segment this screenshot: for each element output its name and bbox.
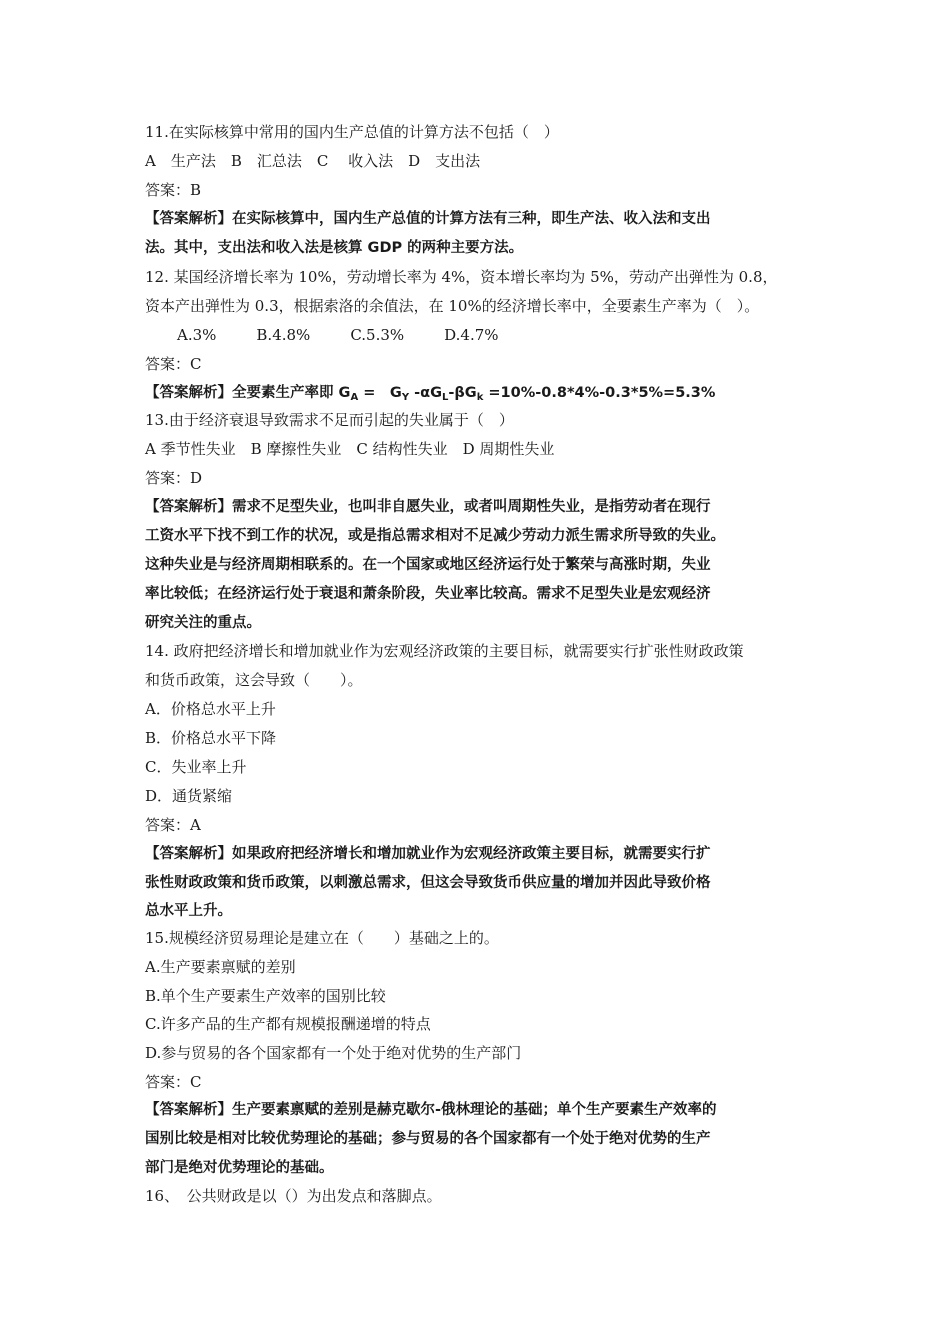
- formula-prefix: 全要素生产率即 G: [232, 385, 351, 401]
- analysis-label: 【答案解析】: [145, 499, 232, 515]
- analysis-text: 在实际核算中，国内生产总值的计算方法有三种，即生产法、收入法和支出: [232, 211, 711, 227]
- question-15-analysis-cont: 国别比较是相对比较优势理论的基础；参与贸易的各个国家都有一个处于绝对优势的生产: [145, 1131, 711, 1147]
- question-14: 14. 政府把经济增长和增加就业作为宏观经济政策的主要目标，就需要实行扩张性财政政策: [145, 642, 744, 660]
- question-12: 12. 某国经济增长率为 10%，劳动增长率为 4%，资本增长率均为 5%，劳动产出弹性为 0.8，: [145, 268, 778, 286]
- analysis-text: 如果政府把经济增长和增加就业作为宏观经济政策主要目标，就需要实行扩: [232, 846, 711, 862]
- question-14-answer: 答案：A: [145, 816, 201, 834]
- question-12-answer: 答案：C: [145, 355, 202, 373]
- subscript-y: Y: [401, 392, 410, 403]
- formula-eq: = G: [358, 385, 402, 401]
- question-15-option-d: D.参与贸易的各个国家都有一个处于绝对优势的生产部门: [145, 1044, 522, 1062]
- question-13: 13.由于经济衰退导致需求不足而引起的失业属于（ ）: [145, 411, 514, 429]
- question-14-analysis-cont: 张性财政政策和货币政策，以刺激总需求，但这会导致货币供应量的增加并因此导致价格: [145, 875, 711, 891]
- question-14-option-d: D．通货紧缩: [145, 787, 233, 805]
- subscript-l: L: [442, 392, 449, 403]
- question-14-analysis: [145, 843, 711, 865]
- question-15-option-a: A.生产要素禀赋的差别: [145, 958, 296, 976]
- question-16: 16、 公共财政是以（）为出发点和落脚点。: [145, 1187, 442, 1205]
- question-13-analysis-cont: 研究关注的重点。: [145, 615, 261, 631]
- question-13-answer: 答案：D: [145, 469, 203, 487]
- question-13-analysis-cont: 这种失业是与经济周期相联系的。在一个国家或地区经济运行处于繁荣与高涨时期，失业: [145, 557, 711, 573]
- question-11: 11.在实际核算中常用的国内生产总值的计算方法不包括（ ）: [145, 123, 559, 141]
- question-15-answer: 答案：C: [145, 1073, 202, 1091]
- formula-beta: -βG: [448, 385, 477, 401]
- question-15-option-b: B.单个生产要素生产效率的国别比较: [145, 987, 386, 1005]
- question-14-option-c: C．失业率上升: [145, 758, 247, 776]
- question-15-analysis-cont: 部门是绝对优势理论的基础。: [145, 1160, 334, 1176]
- question-14-cont: 和货币政策，这会导致（ ）。: [145, 671, 363, 689]
- question-11-options: A 生产法 B 汇总法 C 收入法 D 支出法: [145, 152, 481, 170]
- analysis-label: 【答案解析】: [145, 1102, 232, 1118]
- subscript-a: A: [350, 392, 359, 403]
- formula-result: =10%-0.8*4%-0.3*5%=5.3%: [483, 385, 716, 401]
- analysis-text: 需求不足型失业，也叫非自愿失业，或者叫周期性失业，是指劳动者在现行: [232, 499, 711, 515]
- analysis-label: 【答案解析】: [145, 385, 232, 401]
- analysis-label: 【答案解析】: [145, 846, 232, 862]
- question-15: 15.规模经济贸易理论是建立在（ ）基础之上的。: [145, 929, 499, 947]
- formula-alpha: -αG: [409, 385, 442, 401]
- question-13-options: A 季节性失业 B 摩擦性失业 C 结构性失业 D 周期性失业: [145, 440, 555, 458]
- question-13-analysis: [145, 496, 711, 518]
- question-12-analysis: [145, 382, 715, 409]
- option-d: D.4.7%: [444, 326, 499, 344]
- analysis-text: 生产要素禀赋的差别是赫克歇尔-俄林理论的基础；单个生产要素生产效率的: [232, 1102, 717, 1118]
- analysis-label: 【答案解析】: [145, 211, 232, 227]
- question-11-analysis-cont: 法。其中，支出法和收入法是核算 GDP 的两种主要方法。: [145, 240, 524, 256]
- question-11-answer: 答案：B: [145, 181, 202, 199]
- option-a: A.3%: [177, 326, 217, 344]
- option-c: C.5.3%: [350, 326, 405, 344]
- question-11-analysis: [145, 208, 711, 230]
- question-14-option-a: A．价格总水平上升: [145, 700, 276, 718]
- question-12-options: [177, 324, 499, 346]
- question-14-option-b: B．价格总水平下降: [145, 729, 277, 747]
- question-14-analysis-cont: 总水平上升。: [145, 903, 232, 919]
- question-13-analysis-cont: 工资水平下找不到工作的状况，或是指总需求相对不足减少劳动力派生需求所导致的失业。: [145, 528, 725, 544]
- question-13-analysis-cont: 率比较低；在经济运行处于衰退和萧条阶段，失业率比较高。需求不足型失业是宏观经济: [145, 586, 711, 602]
- question-15-option-c: C.许多产品的生产都有规模报酬递增的特点: [145, 1015, 431, 1033]
- question-15-analysis: [145, 1099, 717, 1121]
- subscript-k: k: [476, 392, 484, 403]
- question-12-cont: 资本产出弹性为 0.3，根据索洛的余值法，在 10%的经济增长率中，全要素生产率为（ ）。: [145, 297, 760, 315]
- option-b: B.4.8%: [256, 326, 311, 344]
